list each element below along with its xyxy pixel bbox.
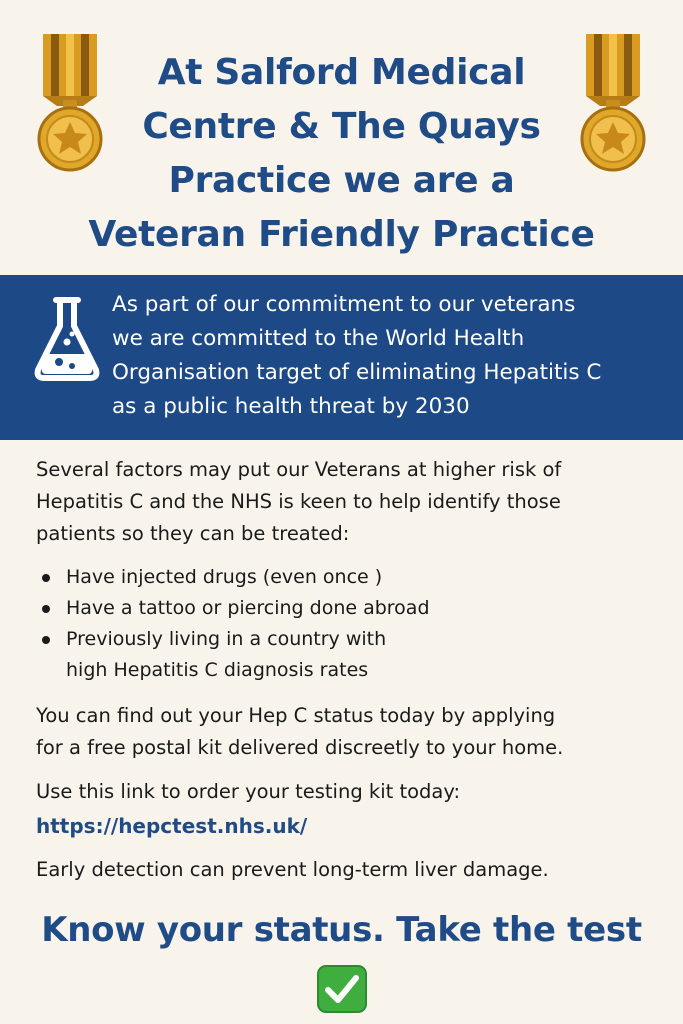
list-item-text: Have injected drugs (even once ) (66, 566, 383, 588)
title-line: Centre & The Quays (142, 106, 541, 147)
page-title (70, 46, 613, 262)
list-item (36, 562, 636, 593)
banner-line: as a public health threat by 2030 (112, 394, 470, 419)
bullet-icon (42, 574, 50, 582)
list-item-text: Have a tattoo or piercing done abroad (66, 597, 430, 619)
hepc-test-link[interactable]: https://hepctest.nhs.uk/ (36, 814, 308, 838)
bullet-icon (42, 605, 50, 613)
risk-factor-list (36, 562, 636, 686)
check-mark-icon (317, 965, 367, 1013)
intro-line: Hepatitis C and the NHS is keen to help identify those (36, 490, 561, 513)
kit-line: for a free postal kit delivered discreetly to your home. (36, 736, 564, 759)
intro-paragraph (36, 454, 656, 550)
intro-line: patients so they can be treated: (36, 522, 350, 545)
banner-text (112, 288, 672, 424)
list-item-text: Previously living in a country with (66, 628, 387, 650)
banner-line: we are committed to the World Health (112, 326, 525, 351)
medal-icon (580, 34, 646, 174)
intro-line: Several factors may put our Veterans at higher risk of (36, 458, 562, 481)
title-line: Veteran Friendly Practice (88, 214, 595, 255)
kit-line: You can find out your Hep C status today by applying (36, 704, 556, 727)
list-item (36, 593, 636, 624)
header (0, 0, 683, 275)
flask-icon (34, 296, 100, 382)
title-line: At Salford Medical (157, 52, 526, 93)
banner-line: Organisation target of eliminating Hepatitis C (112, 360, 602, 385)
kit-paragraph (36, 700, 656, 764)
list-item-text: high Hepatitis C diagnosis rates (66, 659, 369, 681)
early-detection-text: Early detection can prevent long-term liver damage. (36, 858, 549, 881)
call-to-action: Know your status. Take the test (41, 910, 642, 950)
title-line: Practice we are a (168, 160, 515, 201)
banner-line: As part of our commitment to our veterans (112, 292, 576, 317)
bullet-icon (42, 636, 50, 644)
link-intro: Use this link to order your testing kit today: (36, 780, 461, 803)
list-item (36, 624, 636, 686)
